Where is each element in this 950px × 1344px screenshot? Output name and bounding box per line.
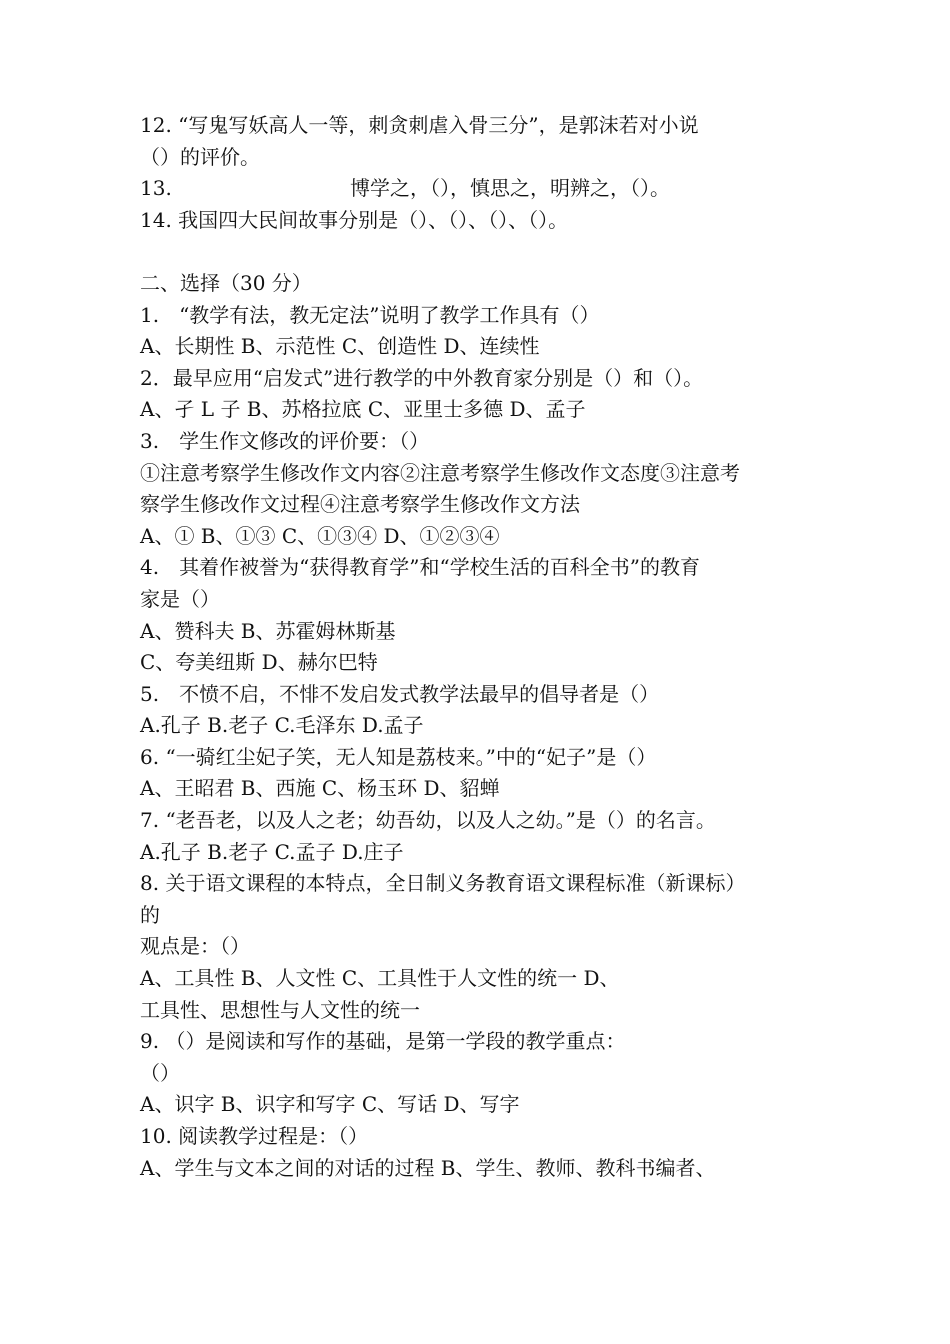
section-title: 二、选择（30 分） — [140, 270, 312, 295]
blank-line — [140, 236, 830, 268]
text-line: A、① B、①③ C、①③④ D、①②③④ — [140, 523, 500, 548]
text-line: 5. 不愤不启，不悱不发启发式教学法最早的倡导者是（） — [140, 681, 660, 706]
text-line: 9. （）是阅读和写作的基础，是第一学段的教学重点： — [140, 1029, 626, 1054]
text-line: （） — [140, 1060, 180, 1085]
question-13-number: 13. — [140, 176, 172, 201]
text-line: ①注意考察学生修改作文内容②注意考察学生修改作文态度③注意考 — [140, 460, 740, 485]
question-14: 14. 我国四大民间故事分别是（）、（）、（）、（）。 — [140, 207, 569, 232]
text-line: 4. 其着作被誉为“获得教育学”和“学校生活的百科全书”的教育 — [140, 555, 700, 580]
document-body — [140, 110, 830, 1184]
text-line: A.孔子 B.老子 C.毛泽东 D.孟子 — [140, 713, 424, 738]
question-12-line-1: 12. “写鬼写妖高人一等，刺贪刺虐入骨三分”，是郭沫若对小说 — [140, 113, 699, 137]
text-line: 6. “一骑红尘妃子笑，无人知是荔枝来。”中的“妃子”是（） — [140, 744, 657, 769]
text-line: A、赞科夫 B、苏霍姆林斯基 — [140, 618, 396, 643]
question-13-text: 博学之，（），慎思之，明辨之，（）。 — [350, 176, 670, 201]
text-line: 观点是：（） — [140, 934, 250, 959]
question-13 — [140, 173, 830, 205]
choice-questions — [140, 300, 830, 1185]
text-line: A、学生与文本之间的对话的过程 B、学生、教师、教科书编者、 — [140, 1155, 716, 1180]
text-line: 2．最早应用“启发式”进行教学的中外教育家分别是（）和（）。 — [140, 365, 704, 390]
text-line: 工具性、思想性与人文性的统一 — [140, 997, 420, 1022]
text-line: A、王昭君 B、西施 C、杨玉环 D、貂蝉 — [140, 776, 500, 801]
text-line: 的 — [140, 902, 160, 927]
text-line: 家是（） — [140, 586, 220, 611]
text-line: A.孔子 B.老子 C.孟子 D.庄子 — [140, 839, 404, 864]
text-line: 10. 阅读教学过程是：（） — [140, 1124, 369, 1148]
text-line: 察学生修改作文过程④注意考察学生修改作文方法 — [140, 492, 580, 517]
text-line: 7. “老吾老，以及人之老；幼吾幼，以及人之幼。”是（）的名言。 — [140, 808, 716, 833]
text-line: A、孑 L 子 B、苏格拉底 C、亚里士多德 D、孟子 — [140, 397, 586, 422]
text-line: 8. 关于语文课程的本特点，全日制义务教育语文课程标准（新课标） — [140, 871, 746, 896]
text-line: 1. “教学有法，教无定法”说明了教学工作具有（） — [140, 302, 600, 327]
text-line: C、夸美纽斯 D、赫尔巴特 — [140, 650, 378, 675]
text-line: A、工具性 B、人文性 C、工具性于人文性的统一 D、 — [140, 966, 620, 991]
question-12-line-2: （）的评价。 — [140, 144, 260, 169]
text-line: A、长期性 B、示范性 C、创造性 D、连续性 — [140, 334, 540, 359]
text-line: A、识字 B、识字和写字 C、写话 D、写字 — [140, 1092, 520, 1117]
text-line: 3. 学生作文修改的评价要：（） — [140, 428, 430, 453]
